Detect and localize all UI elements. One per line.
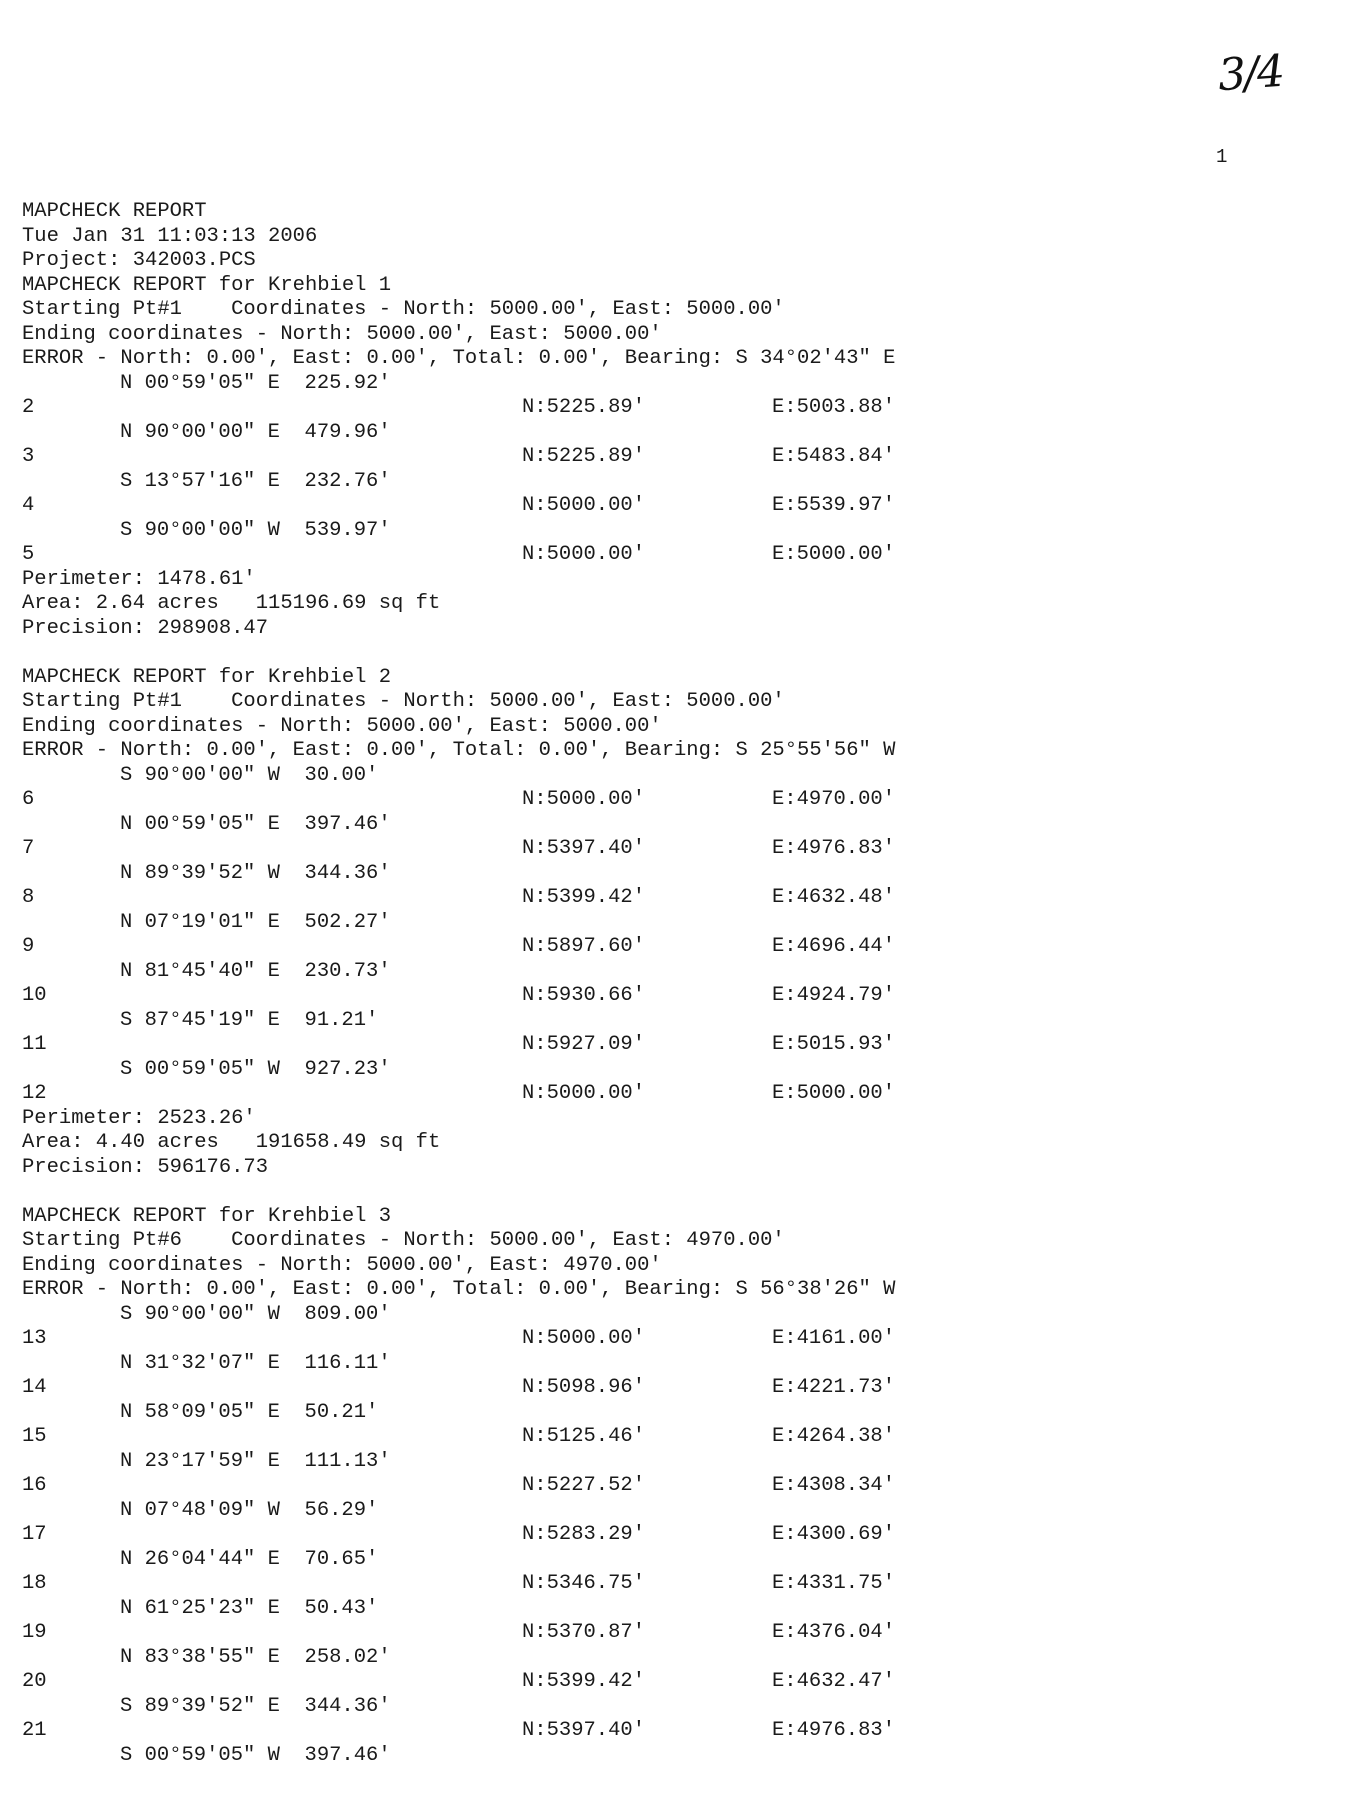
northing: N:5000.00' xyxy=(522,543,646,566)
point-row xyxy=(22,1033,1322,1058)
northing: N:5227.52' xyxy=(522,1474,646,1497)
starting-point: Starting Pt#6 Coordinates - North: 5000.00', East: 4970.00' xyxy=(22,1229,785,1252)
section-title: MAPCHECK REPORT for Krehbiel 3 xyxy=(22,1204,392,1228)
course-bearing: N 00°59'05" E 225.92' xyxy=(120,371,391,395)
point-row xyxy=(22,494,1322,519)
course-bearing: N 83°38'55" E 258.02' xyxy=(120,1645,391,1669)
northing: N:5399.42' xyxy=(522,886,646,909)
point-row xyxy=(22,543,1322,568)
northing: N:5370.87' xyxy=(522,1621,646,1644)
easting: E:4161.00' xyxy=(772,1327,896,1350)
point-row xyxy=(22,1327,1322,1352)
easting: E:5000.00' xyxy=(772,543,896,566)
course-bearing: N 07°19'01" E 502.27' xyxy=(120,910,391,934)
point-row xyxy=(22,1425,1322,1450)
point-number: 2 xyxy=(22,396,35,419)
easting: E:4970.00' xyxy=(772,788,896,811)
course-bearing: S 89°39'52" E 344.36' xyxy=(120,1694,391,1718)
course-bearing: N 00°59'05" E 397.46' xyxy=(120,812,391,836)
point-number: 12 xyxy=(22,1082,47,1105)
section-gap xyxy=(22,641,1322,666)
ending-coordinates: Ending coordinates - North: 5000.00', East: 5000.00' xyxy=(22,322,662,346)
course-bearing: S 90°00'00" W 809.00' xyxy=(120,1302,391,1326)
easting: E:4632.48' xyxy=(772,886,896,909)
point-number: 15 xyxy=(22,1425,47,1448)
point-number: 13 xyxy=(22,1327,47,1350)
point-number: 19 xyxy=(22,1621,47,1644)
point-row xyxy=(22,1572,1322,1597)
easting: E:4300.69' xyxy=(772,1523,896,1546)
mapcheck-report xyxy=(22,200,1322,1768)
section-title: MAPCHECK REPORT for Krehbiel 1 xyxy=(22,273,392,297)
easting: E:5000.00' xyxy=(772,1082,896,1105)
point-row xyxy=(22,935,1322,960)
point-row xyxy=(22,984,1322,1009)
point-number: 14 xyxy=(22,1376,47,1399)
perimeter: Perimeter: 2523.26' xyxy=(22,1106,256,1130)
point-row xyxy=(22,396,1322,421)
point-row xyxy=(22,1621,1322,1646)
point-row xyxy=(22,1376,1322,1401)
ending-coordinates: Ending coordinates - North: 5000.00', East: 5000.00' xyxy=(22,714,662,738)
point-number: 6 xyxy=(22,788,35,811)
section-gap xyxy=(22,1180,1322,1205)
easting: E:4976.83' xyxy=(772,1719,896,1742)
easting: E:5539.97' xyxy=(772,494,896,517)
northing: N:5927.09' xyxy=(522,1033,646,1056)
precision: Precision: 298908.47 xyxy=(22,616,269,640)
point-row xyxy=(22,1082,1322,1107)
point-row xyxy=(22,788,1322,813)
easting: E:4632.47' xyxy=(772,1670,896,1693)
error-line: ERROR - North: 0.00', East: 0.00', Total: 0.00', Bearing: S 56°38'26" W xyxy=(22,1278,896,1301)
point-row xyxy=(22,1523,1322,1548)
easting: E:5015.93' xyxy=(772,1033,896,1056)
course-bearing: N 81°45'40" E 230.73' xyxy=(120,959,391,983)
northing: N:5397.40' xyxy=(522,1719,646,1742)
easting: E:4976.83' xyxy=(772,837,896,860)
area: Area: 2.64 acres 115196.69 sq ft xyxy=(22,592,441,615)
point-row xyxy=(22,1474,1322,1499)
report-project: Project: 342003.PCS xyxy=(22,249,256,272)
report-datetime: Tue Jan 31 11:03:13 2006 xyxy=(22,224,318,248)
perimeter: Perimeter: 1478.61' xyxy=(22,567,256,591)
precision: Precision: 596176.73 xyxy=(22,1155,269,1179)
easting: E:4696.44' xyxy=(772,935,896,958)
section-krehbiel-3 xyxy=(22,1205,1322,1769)
point-number: 4 xyxy=(22,494,35,517)
point-number: 20 xyxy=(22,1670,47,1693)
point-row xyxy=(22,445,1322,470)
course-bearing: N 58°09'05" E 50.21' xyxy=(120,1400,379,1424)
northing: N:5897.60' xyxy=(522,935,646,958)
northing: N:5000.00' xyxy=(522,1327,646,1350)
easting: E:5003.88' xyxy=(772,396,896,419)
northing: N:5225.89' xyxy=(522,396,646,419)
northing: N:5000.00' xyxy=(522,1082,646,1105)
course-bearing: N 26°04'44" E 70.65' xyxy=(120,1547,379,1571)
easting: E:5483.84' xyxy=(772,445,896,468)
point-number: 9 xyxy=(22,935,35,958)
report-title: MAPCHECK REPORT xyxy=(22,200,207,223)
course-bearing: N 89°39'52" W 344.36' xyxy=(120,861,391,885)
northing: N:5346.75' xyxy=(522,1572,646,1595)
point-number: 21 xyxy=(22,1719,47,1742)
point-number: 11 xyxy=(22,1033,47,1056)
course-bearing: N 61°25'23" E 50.43' xyxy=(120,1596,379,1620)
point-row xyxy=(22,886,1322,911)
page-number: 1 xyxy=(1216,146,1228,168)
easting: E:4308.34' xyxy=(772,1474,896,1497)
point-row xyxy=(22,837,1322,862)
northing: N:5000.00' xyxy=(522,788,646,811)
easting: E:4264.38' xyxy=(772,1425,896,1448)
section-krehbiel-1 xyxy=(22,274,1322,642)
northing: N:5098.96' xyxy=(522,1376,646,1399)
point-number: 18 xyxy=(22,1572,47,1595)
northing: N:5399.42' xyxy=(522,1670,646,1693)
course-bearing: S 00°59'05" W 927.23' xyxy=(120,1057,391,1081)
course-bearing: S 90°00'00" W 539.97' xyxy=(120,518,391,542)
northing: N:5283.29' xyxy=(522,1523,646,1546)
course-bearing: N 07°48'09" W 56.29' xyxy=(120,1498,379,1522)
point-number: 8 xyxy=(22,886,35,909)
course-bearing: S 87°45'19" E 91.21' xyxy=(120,1008,379,1032)
course-bearing: S 13°57'16" E 232.76' xyxy=(120,469,391,493)
northing: N:5225.89' xyxy=(522,445,646,468)
section-krehbiel-2 xyxy=(22,666,1322,1181)
area: Area: 4.40 acres 191658.49 sq ft xyxy=(22,1131,441,1154)
northing: N:5397.40' xyxy=(522,837,646,860)
ending-coordinates: Ending coordinates - North: 5000.00', East: 4970.00' xyxy=(22,1253,662,1277)
starting-point: Starting Pt#1 Coordinates - North: 5000.00', East: 5000.00' xyxy=(22,298,785,321)
point-row xyxy=(22,1719,1322,1744)
easting: E:4924.79' xyxy=(772,984,896,1007)
northing: N:5000.00' xyxy=(522,494,646,517)
point-number: 10 xyxy=(22,984,47,1007)
error-line: ERROR - North: 0.00', East: 0.00', Total: 0.00', Bearing: S 25°55'56" W xyxy=(22,739,896,762)
point-row xyxy=(22,1670,1322,1695)
course-bearing: N 31°32'07" E 116.11' xyxy=(120,1351,391,1375)
point-number: 17 xyxy=(22,1523,47,1546)
starting-point: Starting Pt#1 Coordinates - North: 5000.00', East: 5000.00' xyxy=(22,690,785,713)
northing: N:5125.46' xyxy=(522,1425,646,1448)
section-title: MAPCHECK REPORT for Krehbiel 2 xyxy=(22,665,392,689)
northing: N:5930.66' xyxy=(522,984,646,1007)
point-number: 7 xyxy=(22,837,35,860)
point-number: 5 xyxy=(22,543,35,566)
course-bearing: S 00°59'05" W 397.46' xyxy=(120,1743,391,1767)
point-number: 16 xyxy=(22,1474,47,1497)
course-bearing: N 90°00'00" E 479.96' xyxy=(120,420,391,444)
error-line: ERROR - North: 0.00', East: 0.00', Total: 0.00', Bearing: S 34°02'43" E xyxy=(22,347,896,370)
easting: E:4331.75' xyxy=(772,1572,896,1595)
easting: E:4221.73' xyxy=(772,1376,896,1399)
point-number: 3 xyxy=(22,445,35,468)
easting: E:4376.04' xyxy=(772,1621,896,1644)
course-bearing: N 23°17'59" E 111.13' xyxy=(120,1449,391,1473)
handwritten-page-mark: 3/4 xyxy=(1216,45,1285,102)
course-bearing: S 90°00'00" W 30.00' xyxy=(120,763,379,787)
